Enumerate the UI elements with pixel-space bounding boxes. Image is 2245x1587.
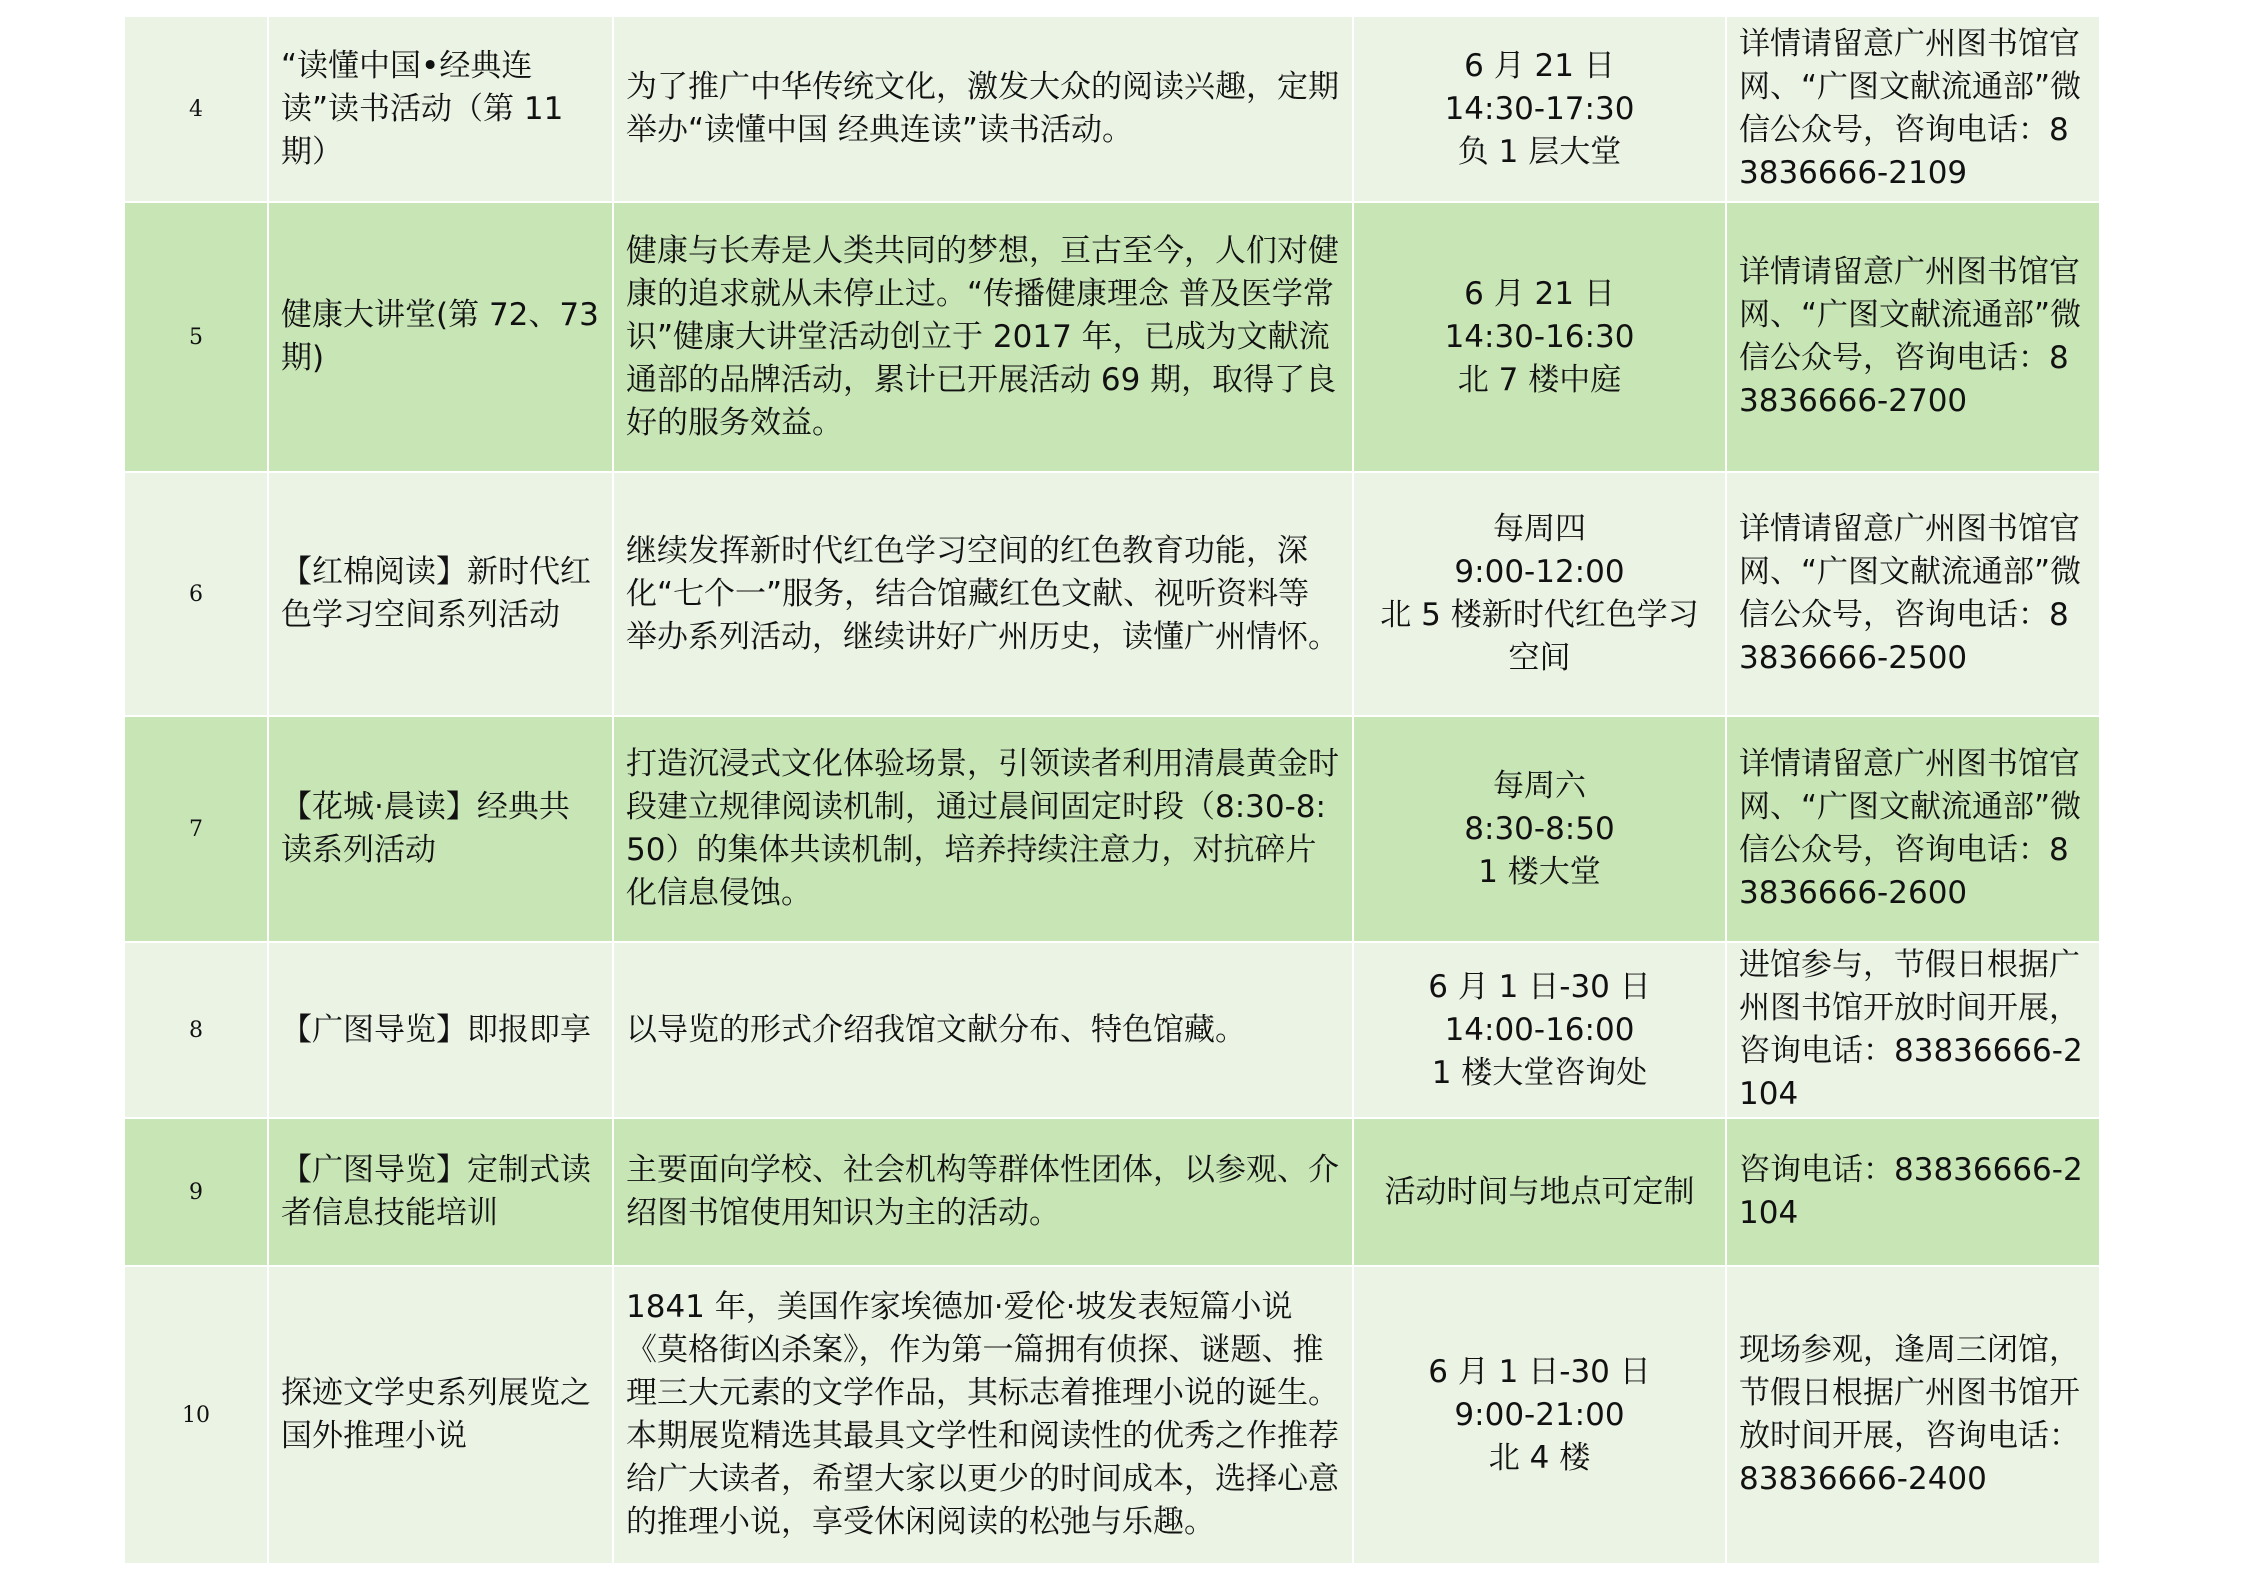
activity-location: 北 5 楼新时代红色学习空间 xyxy=(1380,597,1699,676)
row-number: 4 xyxy=(124,16,268,202)
activity-time-place xyxy=(1353,472,1726,716)
activity-description: 主要面向学校、社会机构等群体性团体，以参观、介绍图书馆使用知识为主的活动。 xyxy=(613,1118,1353,1266)
row-number: 6 xyxy=(124,472,268,716)
activity-table xyxy=(123,15,2101,1565)
activity-description: 继续发挥新时代红色学习空间的红色教育功能，深化“七个一”服务，结合馆藏红色文献、视听资料等举办系列活动，继续讲好广州历史，读懂广州情怀。 xyxy=(613,472,1353,716)
activity-time-place xyxy=(1353,716,1726,942)
row-number: 5 xyxy=(124,202,268,472)
activity-name: 探迹文学史系列展览之国外推理小说 xyxy=(268,1266,613,1564)
table-row xyxy=(124,942,2100,1118)
activity-time-note: 活动时间与地点可定制 xyxy=(1384,1173,1695,1210)
activity-contact: 咨询电话：83836666-2104 xyxy=(1726,1118,2100,1266)
activity-description: 打造沉浸式文化体验场景，引领读者利用清晨黄金时段建立规律阅读机制，通过晨间固定时段（8:30-8:50）的集体共读机制，培养持续注意力，对抗碎片化信息侵蚀。 xyxy=(613,716,1353,942)
row-number: 10 xyxy=(124,1266,268,1564)
activity-contact: 详情请留意广州图书馆官网、“广图文献流通部”微信公众号，咨询电话：83836666-2600 xyxy=(1726,716,2100,942)
activity-hours: 9:00-12:00 xyxy=(1454,554,1625,590)
table-row xyxy=(124,1266,2100,1564)
table-row xyxy=(124,716,2100,942)
activity-contact: 详情请留意广州图书馆官网、“广图文献流通部”微信公众号，咨询电话：83836666-2109 xyxy=(1726,16,2100,202)
activity-name: 【广图导览】定制式读者信息技能培训 xyxy=(268,1118,613,1266)
activity-contact: 详情请留意广州图书馆官网、“广图文献流通部”微信公众号，咨询电话：83836666-2500 xyxy=(1726,472,2100,716)
activity-date: 每周四 xyxy=(1493,511,1586,547)
activity-date: 6 月 21 日 xyxy=(1464,275,1615,312)
activity-contact: 进馆参与，节假日根据广州图书馆开放时间开展，咨询电话：83836666-2104 xyxy=(1726,942,2100,1118)
table-row xyxy=(124,1118,2100,1266)
activity-name: 【广图导览】即报即享 xyxy=(268,942,613,1118)
activity-time-place xyxy=(1353,1266,1726,1564)
row-number: 8 xyxy=(124,942,268,1118)
activity-hours: 9:00-21:00 xyxy=(1454,1396,1625,1433)
activity-location: 北 4 楼 xyxy=(1488,1439,1591,1476)
activity-name: “读懂中国•经典连读”读书活动（第 11 期） xyxy=(268,16,613,202)
activity-contact: 详情请留意广州图书馆官网、“广图文献流通部”微信公众号，咨询电话：83836666-2700 xyxy=(1726,202,2100,472)
activity-location: 1 楼大堂 xyxy=(1478,853,1601,890)
activity-location: 负 1 层大堂 xyxy=(1457,133,1622,170)
activity-hours: 8:30-8:50 xyxy=(1464,810,1615,847)
table-row xyxy=(124,16,2100,202)
activity-hours: 14:00-16:00 xyxy=(1444,1011,1635,1048)
activity-hours: 14:30-17:30 xyxy=(1444,90,1635,127)
row-number: 7 xyxy=(124,716,268,942)
activity-name: 健康大讲堂(第 72、73 期) xyxy=(268,202,613,472)
activity-location: 北 7 楼中庭 xyxy=(1457,361,1622,398)
activity-time-place xyxy=(1353,1118,1726,1266)
activity-hours: 14:30-16:30 xyxy=(1444,318,1635,355)
table-row xyxy=(124,472,2100,716)
activity-location: 1 楼大堂咨询处 xyxy=(1431,1054,1648,1091)
activity-time-place xyxy=(1353,942,1726,1118)
activity-time-place xyxy=(1353,16,1726,202)
activity-description: 1841 年，美国作家埃德加·爱伦·坡发表短篇小说《莫格街凶杀案》，作为第一篇拥有侦探、谜题、推理三大元素的文学作品，其标志着推理小说的诞生。本期展览精选其最具文学性和阅读性的优秀之作推荐给广大读者，希望大家以更少的时间成本，选择心意的推理小说，享受休闲阅读的松弛与乐趣。 xyxy=(613,1266,1353,1564)
activity-date: 6 月 1 日-30 日 xyxy=(1428,968,1651,1005)
activity-date: 6 月 21 日 xyxy=(1464,47,1615,84)
activity-date: 6 月 1 日-30 日 xyxy=(1428,1353,1651,1390)
activity-time-place xyxy=(1353,202,1726,472)
activity-description: 为了推广中华传统文化，激发大众的阅读兴趣，定期举办“读懂中国 经典连读”读书活动。 xyxy=(613,16,1353,202)
activity-name: 【红棉阅读】新时代红色学习空间系列活动 xyxy=(268,472,613,716)
activity-contact: 现场参观，逢周三闭馆，节假日根据广州图书馆开放时间开展，咨询电话：83836666-2400 xyxy=(1726,1266,2100,1564)
activity-description: 以导览的形式介绍我馆文献分布、特色馆藏。 xyxy=(613,942,1353,1118)
activity-name: 【花城·晨读】经典共读系列活动 xyxy=(268,716,613,942)
activity-description: 健康与长寿是人类共同的梦想，亘古至今，人们对健康的追求就从未停止过。“传播健康理念 普及医学常识”健康大讲堂活动创立于 2017 年，已成为文献流通部的品牌活动，累计已开展活动 69 期，取得了良好的服务效益。 xyxy=(613,202,1353,472)
row-number: 9 xyxy=(124,1118,268,1266)
table-row xyxy=(124,202,2100,472)
activity-date: 每周六 xyxy=(1493,767,1586,804)
